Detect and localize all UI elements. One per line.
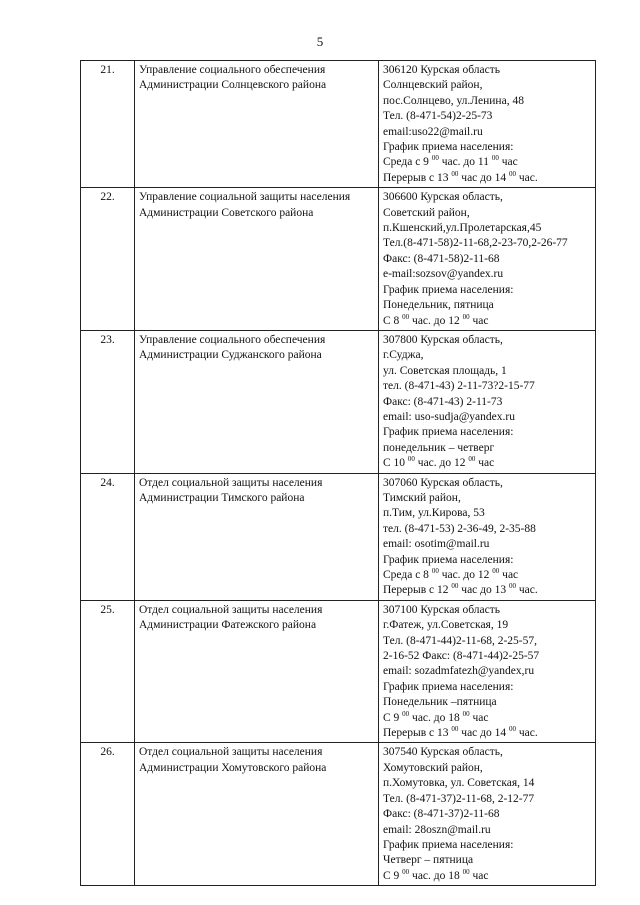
contact-line: 306600 Курская область,	[383, 191, 503, 204]
table-row	[81, 188, 596, 331]
contact-line: г.Суджа,	[383, 349, 424, 362]
contact-line: Четверг – пятница	[383, 854, 474, 867]
schedule-line	[383, 711, 591, 726]
minutes-superscript: 00	[431, 154, 439, 163]
row-number: 25.	[81, 600, 135, 743]
contact-line: Солнцевский район,	[383, 79, 483, 92]
schedule-text: час	[469, 869, 489, 882]
contact-line: г.Фатеж, ул.Советская, 19	[383, 619, 509, 632]
minutes-superscript: 00	[462, 867, 470, 876]
contact-line: Факс: (8-471-43) 2-11-73	[383, 395, 503, 408]
contact-line: 307540 Курская область,	[383, 746, 503, 759]
schedule-text: час. до 12	[409, 314, 463, 327]
minutes-superscript: 00	[451, 582, 459, 591]
contact-line: График приема населения:	[383, 680, 514, 693]
schedule-line	[383, 568, 591, 583]
schedule-text: час	[499, 569, 519, 581]
contact-line: ул. Советская площадь, 1	[383, 364, 507, 377]
contact-line: 307800 Курская область,	[383, 333, 503, 346]
table-row	[81, 600, 596, 743]
schedule-text: Перерыв с 13	[383, 171, 452, 184]
table-row	[81, 330, 596, 473]
table-body	[81, 61, 596, 886]
row-number: 22.	[81, 188, 135, 331]
organization-name-text: Управление социального обеспечения Администрации Солнцевского района	[139, 64, 327, 92]
schedule-text: час.	[516, 727, 538, 740]
minutes-superscript: 00	[407, 455, 415, 464]
contact-details	[379, 743, 596, 886]
schedule-text: С 9	[383, 869, 403, 882]
contact-details	[379, 473, 596, 600]
contact-line: email: sozadmfatezh@yandex,ru	[383, 665, 535, 678]
contact-details	[379, 61, 596, 188]
contact-line: Факс: (8-471-58)2-11-68	[383, 252, 500, 265]
table-row	[81, 473, 596, 600]
schedule-line	[383, 456, 591, 471]
contact-line: График приема населения:	[383, 141, 514, 154]
contact-line: п.Кшенский,ул.Пролетарская,45	[383, 222, 542, 235]
contact-line: Понедельник –пятница	[383, 696, 497, 709]
schedule-text: Среда с 8	[383, 569, 432, 581]
schedule-text: час	[475, 457, 495, 470]
contact-line: email:uso22@mail.ru	[383, 125, 483, 138]
schedule-line	[383, 155, 591, 170]
contact-line: 306120 Курская область	[383, 64, 500, 76]
organization-name	[135, 473, 379, 600]
minutes-superscript: 00	[492, 567, 500, 575]
schedule-text: С 8	[383, 314, 403, 327]
schedule-text: час до 14	[458, 727, 509, 740]
contact-line: Хомутовский район,	[383, 761, 483, 774]
minutes-superscript: 00	[402, 312, 410, 321]
row-number: 23.	[81, 330, 135, 473]
contact-details	[379, 330, 596, 473]
minutes-superscript: 00	[402, 867, 410, 876]
schedule-text: час	[498, 156, 518, 169]
organization-name-text: Отдел социальной защиты населения Администрации Фатежского района	[139, 603, 323, 632]
minutes-superscript: 00	[451, 725, 459, 734]
page-number: 5	[316, 34, 324, 49]
row-number: 21.	[81, 61, 135, 188]
contact-line: 2-16-52 Факс: (8-471-44)2-25-57	[383, 650, 540, 663]
contact-details	[379, 600, 596, 743]
minutes-superscript: 00	[462, 709, 470, 718]
organization-name	[135, 330, 379, 473]
contact-line: Советский район,	[383, 206, 470, 219]
minutes-superscript: 00	[451, 169, 459, 178]
schedule-text: Перерыв с 13	[383, 727, 452, 740]
contact-line: email: uso-sudja@yandex.ru	[383, 410, 515, 423]
schedule-text: час	[469, 711, 489, 724]
contact-line: п.Хомутовка, ул. Советская, 14	[383, 777, 535, 790]
minutes-superscript: 00	[462, 312, 470, 321]
contact-line: График приема населения:	[383, 838, 514, 851]
contact-line: Тел. (8-471-44)2-11-68, 2-25-57,	[383, 634, 538, 647]
contact-line: Понедельник, пятница	[383, 299, 494, 312]
contact-line: Тел. (8-471-37)2-11-68, 2-12-77	[383, 792, 535, 805]
row-number: 24.	[81, 473, 135, 600]
schedule-line	[383, 869, 591, 884]
schedule-text: С 10	[383, 457, 408, 470]
organization-name	[135, 61, 379, 188]
minutes-superscript: 00	[509, 725, 516, 734]
social-protection-offices-table	[80, 60, 596, 886]
contact-line: п.Тим, ул.Кирова, 53	[383, 507, 485, 520]
contact-line: Тимский район,	[383, 491, 461, 504]
organization-name	[135, 743, 379, 886]
schedule-text: час.	[516, 584, 538, 597]
schedule-line	[383, 171, 591, 186]
schedule-text: час. до 12	[438, 569, 493, 581]
table-row	[81, 743, 596, 886]
schedule-line	[383, 583, 591, 598]
minutes-superscript: 00	[402, 709, 410, 718]
minutes-superscript: 00	[468, 455, 476, 464]
contact-line: График приема населения:	[383, 426, 514, 439]
schedule-text: Перерыв с 12	[383, 584, 452, 597]
organization-name	[135, 600, 379, 743]
contact-line: Тел. (8-471-54)2-25-73	[383, 110, 493, 123]
contact-line: пос.Солнцево, ул.Ленина, 48	[383, 94, 524, 107]
contact-line: e-mail:sozsov@yandex.ru	[383, 268, 504, 281]
schedule-line	[383, 726, 591, 741]
contact-line: График приема населения:	[383, 283, 514, 296]
schedule-text: час. до 18	[409, 711, 463, 724]
contact-line: понедельник – четверг	[383, 441, 495, 454]
organization-name	[135, 188, 379, 331]
minutes-superscript: 00	[431, 567, 439, 575]
schedule-text: Среда с 9	[383, 156, 432, 169]
minutes-superscript: 00	[509, 169, 516, 178]
organization-name-text: Управление социальной защиты населения Администрации Советского района	[139, 191, 351, 219]
contact-line: 307060 Курская область,	[383, 476, 503, 489]
schedule-text: С 9	[383, 711, 403, 724]
schedule-text: час. до 18	[409, 869, 463, 882]
schedule-line	[383, 314, 591, 329]
schedule-text: час. до 12	[414, 457, 469, 470]
contact-line: Факс: (8-471-37)2-11-68	[383, 808, 500, 821]
contact-line: График приема населения:	[383, 553, 514, 566]
minutes-superscript: 00	[491, 154, 499, 163]
organization-name-text: Управление социального обеспечения Администрации Суджанского района	[139, 333, 326, 362]
schedule-text: час	[469, 314, 489, 327]
contact-line: email: osotim@mail.ru	[383, 538, 490, 551]
contact-details	[379, 188, 596, 331]
contact-line: 307100 Курская область	[383, 603, 500, 616]
table-row	[81, 61, 596, 188]
schedule-text: час до 13	[458, 584, 509, 597]
contact-line: тел. (8-471-53) 2-36-49, 2-35-88	[383, 522, 536, 535]
schedule-text: час. до 11	[438, 156, 492, 169]
schedule-text: час до 14	[458, 171, 509, 184]
minutes-superscript: 00	[509, 582, 516, 591]
contact-line: тел. (8-471-43) 2-11-73?2-15-77	[383, 380, 535, 393]
organization-name-text: Отдел социальной защиты населения Администрации Тимского района	[139, 476, 323, 504]
organization-name-text: Отдел социальной защиты населения Администрации Хомутовского района	[139, 746, 327, 774]
row-number: 26.	[81, 743, 135, 886]
contact-line: email: 28oszn@mail.ru	[383, 823, 491, 836]
contact-line: Тел.(8-471-58)2-11-68,2-23-70,2-26-77	[383, 237, 568, 250]
schedule-text: час.	[516, 171, 538, 184]
